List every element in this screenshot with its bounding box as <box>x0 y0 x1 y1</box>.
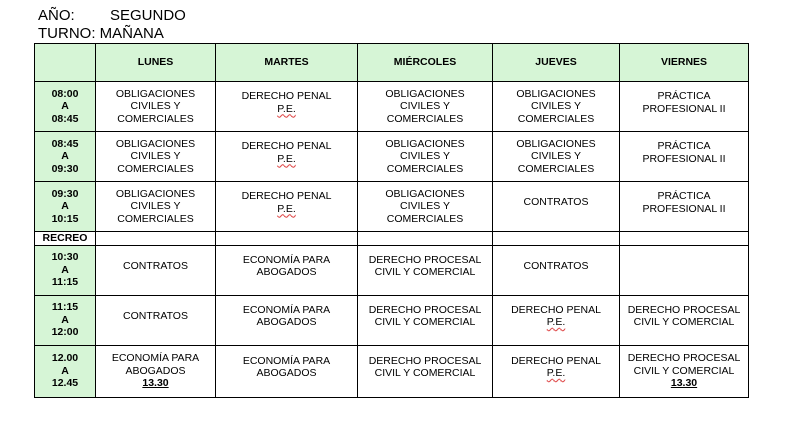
class-cell-jueves <box>493 132 620 182</box>
break-cell <box>358 232 493 246</box>
shift-line <box>38 25 164 43</box>
subject-line: COMERCIALES <box>386 162 464 175</box>
subject-line: COMERCIALES <box>517 112 595 125</box>
time-line: 11:15 <box>51 301 79 314</box>
time-line: 09:30 <box>51 162 79 175</box>
subject-line: OBLIGACIONES <box>115 87 196 100</box>
class-text <box>216 304 357 329</box>
subject-line: ECONOMÍA PARA <box>242 303 331 316</box>
subject-line: COMERCIALES <box>386 212 464 225</box>
subject-line: DERECHO PROCESAL <box>368 253 482 266</box>
end-time-note <box>620 377 748 390</box>
class-cell-martes <box>216 345 358 397</box>
class-text <box>216 90 357 115</box>
class-cell-lunes <box>96 182 216 232</box>
subject-line: CIVIL Y COMERCIAL <box>633 364 735 377</box>
time-line: 08:45 <box>51 112 79 125</box>
class-text <box>216 254 357 279</box>
class-cell-miercoles <box>358 345 493 397</box>
header-row <box>35 44 749 82</box>
class-cell-miercoles <box>358 295 493 345</box>
time-cell <box>35 82 96 132</box>
day-header-lunes: LUNES <box>96 44 216 82</box>
subject-line: CONTRATOS <box>523 259 589 272</box>
class-text <box>358 254 492 279</box>
class-text <box>216 190 357 215</box>
time-cell <box>35 132 96 182</box>
time-cell <box>35 182 96 232</box>
year-label: AÑO: <box>38 7 75 24</box>
class-text <box>493 260 619 273</box>
subject-line: PRÁCTICA <box>657 140 711 152</box>
subject-line: PROFESIONAL II <box>642 102 726 115</box>
class-cell-viernes <box>620 132 749 182</box>
subject-line: CIVILES Y <box>400 200 450 213</box>
time-slot-row <box>35 132 749 182</box>
time-line: 10:30 <box>51 251 79 264</box>
time-cell <box>35 295 96 345</box>
time-slot-row <box>35 345 749 397</box>
time-line: A <box>61 200 69 213</box>
subject-line: PROFESIONAL II <box>642 202 726 215</box>
day-header-martes: MARTES <box>216 44 358 82</box>
subject-line: CIVILES Y <box>531 100 581 113</box>
class-cell-miercoles <box>358 245 493 295</box>
subject-line <box>493 367 619 380</box>
subject-line: PRÁCTICA <box>657 190 711 202</box>
day-header-viernes: VIERNES <box>620 44 749 82</box>
subject-abbrev: P.E. <box>277 102 296 115</box>
class-cell-lunes <box>96 132 216 182</box>
subject-line: COMERCIALES <box>386 112 464 125</box>
subject-line: OBLIGACIONES <box>115 137 196 150</box>
class-cell-viernes <box>620 245 749 295</box>
subject-line: OBLIGACIONES <box>115 187 196 200</box>
class-cell-lunes <box>96 245 216 295</box>
break-cell <box>216 232 358 246</box>
subject-abbrev: P.E. <box>546 367 566 379</box>
class-text <box>358 138 492 176</box>
class-cell-lunes <box>96 295 216 345</box>
subject-line: DERECHO PENAL <box>241 190 332 202</box>
subject-line <box>493 316 619 329</box>
class-cell-martes <box>216 82 358 132</box>
subject-line: CIVILES Y <box>130 200 181 213</box>
header-corner <box>35 44 96 82</box>
subject-abbrev: P.E. <box>277 152 296 165</box>
time-slot-row <box>35 245 749 295</box>
class-text <box>493 304 619 329</box>
subject-line: DERECHO PENAL <box>241 90 332 102</box>
class-text <box>620 352 748 390</box>
class-cell-miercoles <box>358 182 493 232</box>
subject-line: PROFESIONAL II <box>642 152 726 165</box>
class-text <box>96 310 215 323</box>
time-line: 12.00 <box>51 352 79 365</box>
break-row <box>35 232 749 246</box>
subject-line: ECONOMÍA PARA <box>242 354 331 367</box>
subject-abbrev: P.E. <box>277 202 296 215</box>
break-label: RECREO <box>35 232 96 246</box>
class-cell-viernes <box>620 345 749 397</box>
subject-line: CIVILES Y <box>400 150 450 163</box>
class-cell-miercoles <box>358 82 493 132</box>
subject-line: CIVIL Y COMERCIAL <box>374 316 476 328</box>
class-cell-martes <box>216 245 358 295</box>
subject-line: COMERCIALES <box>117 162 194 175</box>
subject-line: DERECHO PROCESAL <box>368 303 482 316</box>
class-text <box>493 355 619 380</box>
subject-line: ABOGADOS <box>256 367 317 379</box>
class-text <box>620 140 748 165</box>
class-text <box>358 355 492 380</box>
time-line: 08:45 <box>51 137 79 150</box>
class-cell-viernes <box>620 295 749 345</box>
year-value: SEGUNDO <box>110 7 186 24</box>
shift-label: TURNO: <box>38 25 96 42</box>
class-text <box>358 188 492 226</box>
subject-line: ECONOMÍA PARA <box>242 253 331 266</box>
time-line: 08:00 <box>51 87 79 100</box>
class-text <box>620 90 748 115</box>
subject-line: PRÁCTICA <box>657 90 711 102</box>
subject-line <box>216 103 357 116</box>
time-cell <box>35 345 96 397</box>
year-line <box>38 7 186 25</box>
class-cell-martes <box>216 295 358 345</box>
break-cell <box>493 232 620 246</box>
class-text <box>493 196 619 209</box>
subject-line: CIVIL Y COMERCIAL <box>374 367 476 379</box>
subject-line <box>216 203 357 216</box>
time-line: A <box>61 100 69 113</box>
subject-line: ABOGADOS <box>256 316 317 328</box>
break-cell <box>96 232 216 246</box>
time-line: A <box>61 150 69 163</box>
subject-line: OBLIGACIONES <box>385 87 465 100</box>
day-header-miercoles: MIÉRCOLES <box>358 44 493 82</box>
class-cell-jueves <box>493 82 620 132</box>
subject-abbrev: P.E. <box>546 316 566 328</box>
subject-line: COMERCIALES <box>117 112 194 125</box>
subject-line: COMERCIALES <box>517 162 595 175</box>
class-text <box>96 188 215 226</box>
class-text <box>96 260 215 273</box>
time-line: 12.45 <box>51 377 79 390</box>
end-time-value: 13.30 <box>670 377 698 390</box>
subject-line: OBLIGACIONES <box>385 137 465 150</box>
time-line: A <box>61 364 69 377</box>
class-cell-jueves <box>493 245 620 295</box>
subject-line: DERECHO PROCESAL <box>627 352 741 365</box>
subject-line: CIVIL Y COMERCIAL <box>633 316 735 328</box>
time-line: A <box>61 263 69 276</box>
break-cell <box>620 232 749 246</box>
subject-line: CIVILES Y <box>400 100 450 113</box>
subject-line: CIVILES Y <box>531 150 581 163</box>
subject-line: OBLIGACIONES <box>516 137 596 150</box>
time-slot-row <box>35 295 749 345</box>
class-cell-viernes <box>620 82 749 132</box>
time-line: 11:15 <box>51 276 79 289</box>
subject-line: DERECHO PENAL <box>241 140 332 152</box>
subject-line: CONTRATOS <box>123 259 188 272</box>
time-line: A <box>61 313 69 326</box>
subject-line: DERECHO PENAL <box>511 303 601 316</box>
subject-line: OBLIGACIONES <box>516 87 596 100</box>
class-text <box>493 88 619 126</box>
class-cell-martes <box>216 182 358 232</box>
class-text <box>620 190 748 215</box>
class-text <box>216 355 357 380</box>
subject-line: ABOGADOS <box>125 364 186 377</box>
schedule-table <box>34 43 749 398</box>
class-cell-lunes <box>96 82 216 132</box>
class-cell-viernes <box>620 182 749 232</box>
class-cell-miercoles <box>358 132 493 182</box>
end-time-value: 13.30 <box>142 377 169 390</box>
subject-line: CONTRATOS <box>123 309 188 322</box>
subject-line: CIVILES Y <box>130 100 181 113</box>
subject-line: CIVIL Y COMERCIAL <box>374 266 476 278</box>
class-text <box>216 140 357 165</box>
end-time-note <box>96 377 215 390</box>
document-title-cropped <box>250 0 530 2</box>
class-cell-jueves <box>493 345 620 397</box>
class-text <box>96 352 215 390</box>
subject-line: ECONOMÍA PARA <box>111 352 200 365</box>
class-cell-martes <box>216 132 358 182</box>
class-cell-lunes <box>96 345 216 397</box>
time-slot-row <box>35 82 749 132</box>
class-cell-jueves <box>493 295 620 345</box>
subject-line: DERECHO PROCESAL <box>368 354 482 367</box>
class-text <box>358 304 492 329</box>
class-text <box>620 304 748 329</box>
subject-line: DERECHO PROCESAL <box>627 303 741 316</box>
time-slot-row <box>35 182 749 232</box>
subject-line: DERECHO PENAL <box>511 354 601 367</box>
subject-line <box>216 153 357 166</box>
time-cell <box>35 245 96 295</box>
class-text <box>96 138 215 176</box>
class-text <box>358 88 492 126</box>
subject-line: CONTRATOS <box>523 196 589 209</box>
time-line: 10:15 <box>51 212 79 225</box>
subject-line: CIVILES Y <box>130 150 181 163</box>
subject-line: COMERCIALES <box>117 212 194 225</box>
time-line: 09:30 <box>51 187 79 200</box>
subject-line: OBLIGACIONES <box>385 187 465 200</box>
class-text <box>96 88 215 126</box>
class-text <box>493 138 619 176</box>
shift-value: MAÑANA <box>99 25 164 42</box>
subject-line: ABOGADOS <box>256 266 317 278</box>
day-header-jueves: JUEVES <box>493 44 620 82</box>
class-cell-jueves <box>493 182 620 232</box>
time-line: 12:00 <box>51 326 79 339</box>
